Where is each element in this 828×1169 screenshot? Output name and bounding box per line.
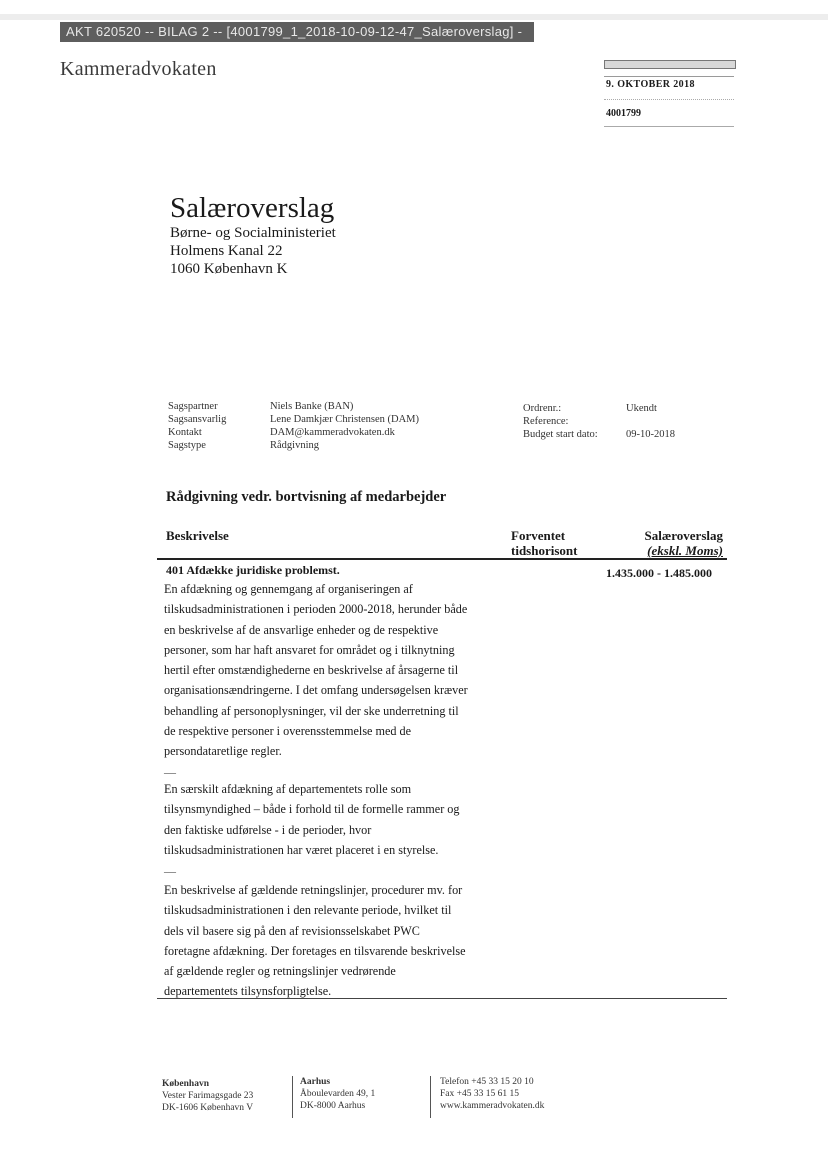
divider [604,99,734,100]
meta-label: Kontakt [168,427,202,438]
footer-phone: Telefon +45 33 15 20 10 [440,1077,534,1087]
budget-start-date: 09-10-2018 [626,429,675,440]
document-stamp: AKT 620520 -- BILAG 2 -- [4001799_1_2018-10-09-12-47_Salæroverslag] - [60,22,534,42]
separator-dash: — [164,864,176,878]
recipient-name: Børne- og Socialministeriet [170,225,336,241]
footer-office-copenhagen: København Vester Farimagsgade 23 DK-1606 København V [162,1079,254,1113]
document-title: Salæroverslag [170,192,335,224]
table-header-rule [157,558,727,560]
meta-label: Sagsansvarlig [168,414,227,425]
column-header-horizon: Forventet tidshorisont [511,528,578,558]
meta-label: Budget start dato: [523,429,598,440]
description-paragraph-1: En afdækning og gennemgang af organiseringen af tilskudsadministrationen i perioden 2000-2018, herunder både en beskrivelse af de ansvarlige enheder og de respektive personer, som har haft ansvaret for området og i tilknytning hertil efter omstændighederne en beskrivelse af årsagerne til organisationsændringerne. I det omfang undersøgelsen kræver behandling af personoplysninger, vil der ske underretning til de respektive personer i overensstemmelse med de persondataretlige regler. [164,582,468,759]
firm-logo: Kammeradvokaten [60,58,217,80]
case-number: 4001799 [606,108,641,119]
footer-fax: Fax +45 33 15 61 15 [440,1089,519,1099]
item-title: 401 Afdække juridiske problemst. [166,563,340,577]
case-responsible: Lene Damkjær Christensen (DAM) [270,414,420,425]
divider [604,126,734,127]
meta-left-labels [168,400,226,452]
footer-office-aarhus: Aarhus Åboulevarden 49, 1 DK-8000 Aarhus [292,1076,375,1118]
separator-dash: — [164,765,176,779]
reference [626,415,675,428]
recipient-street: Holmens Kanal 22 [170,243,283,259]
meta-label: Reference: [523,416,569,427]
meta-label: Ordrenr.: [523,403,562,414]
column-header-description: Beskrivelse [166,528,229,543]
item-price: 1.435.000 - 1.485.000 [606,566,712,580]
meta-label: Sagspartner [168,401,218,412]
meta-label: Sagstype [168,440,206,451]
column-header-estimate: Salæroverslag (ekskl. Moms) [644,528,723,558]
meta-left-values [270,400,419,452]
document-date: 9. OKTOBER 2018 [606,79,695,90]
scan-top-edge [0,14,828,20]
date-bar [604,60,736,69]
description-paragraph-3: En beskrivelse af gældende retningslinjer, procedurer mv. for tilskudsadministrationen i den relevante periode, hvilket til dels vil basere sig på den af revisionsselskabet PWC foretagne afdækning. Der foretages en tilsvarende beskrivelse af gældende regler og retningslinjer vedrørende departementets tilsynsforpligtelse. [164,883,466,999]
recipient-city: 1060 København K [170,261,288,277]
order-number: Ukendt [626,403,657,414]
contact-email: DAM@kammeradvokaten.dk [270,427,395,438]
case-partner: Niels Banke (BAN) [270,401,354,412]
divider [604,76,734,77]
footer-contact [430,1076,544,1118]
section-title: Rådgivning vedr. bortvisning af medarbejder [166,489,447,505]
meta-right-labels [523,402,598,441]
description-paragraph-2: En særskilt afdækning af departementets rolle som tilsynsmyndighed – både i forhold til de formelle rammer og den faktiske udførelse - i de perioder, hvor tilskudsadministrationen har været placeret i en styrelse. [164,782,460,857]
table-bottom-rule [157,998,727,999]
meta-right-values [626,402,675,441]
footer-website: www.kammeradvokaten.dk [440,1101,545,1111]
case-type: Rådgivning [270,440,319,451]
